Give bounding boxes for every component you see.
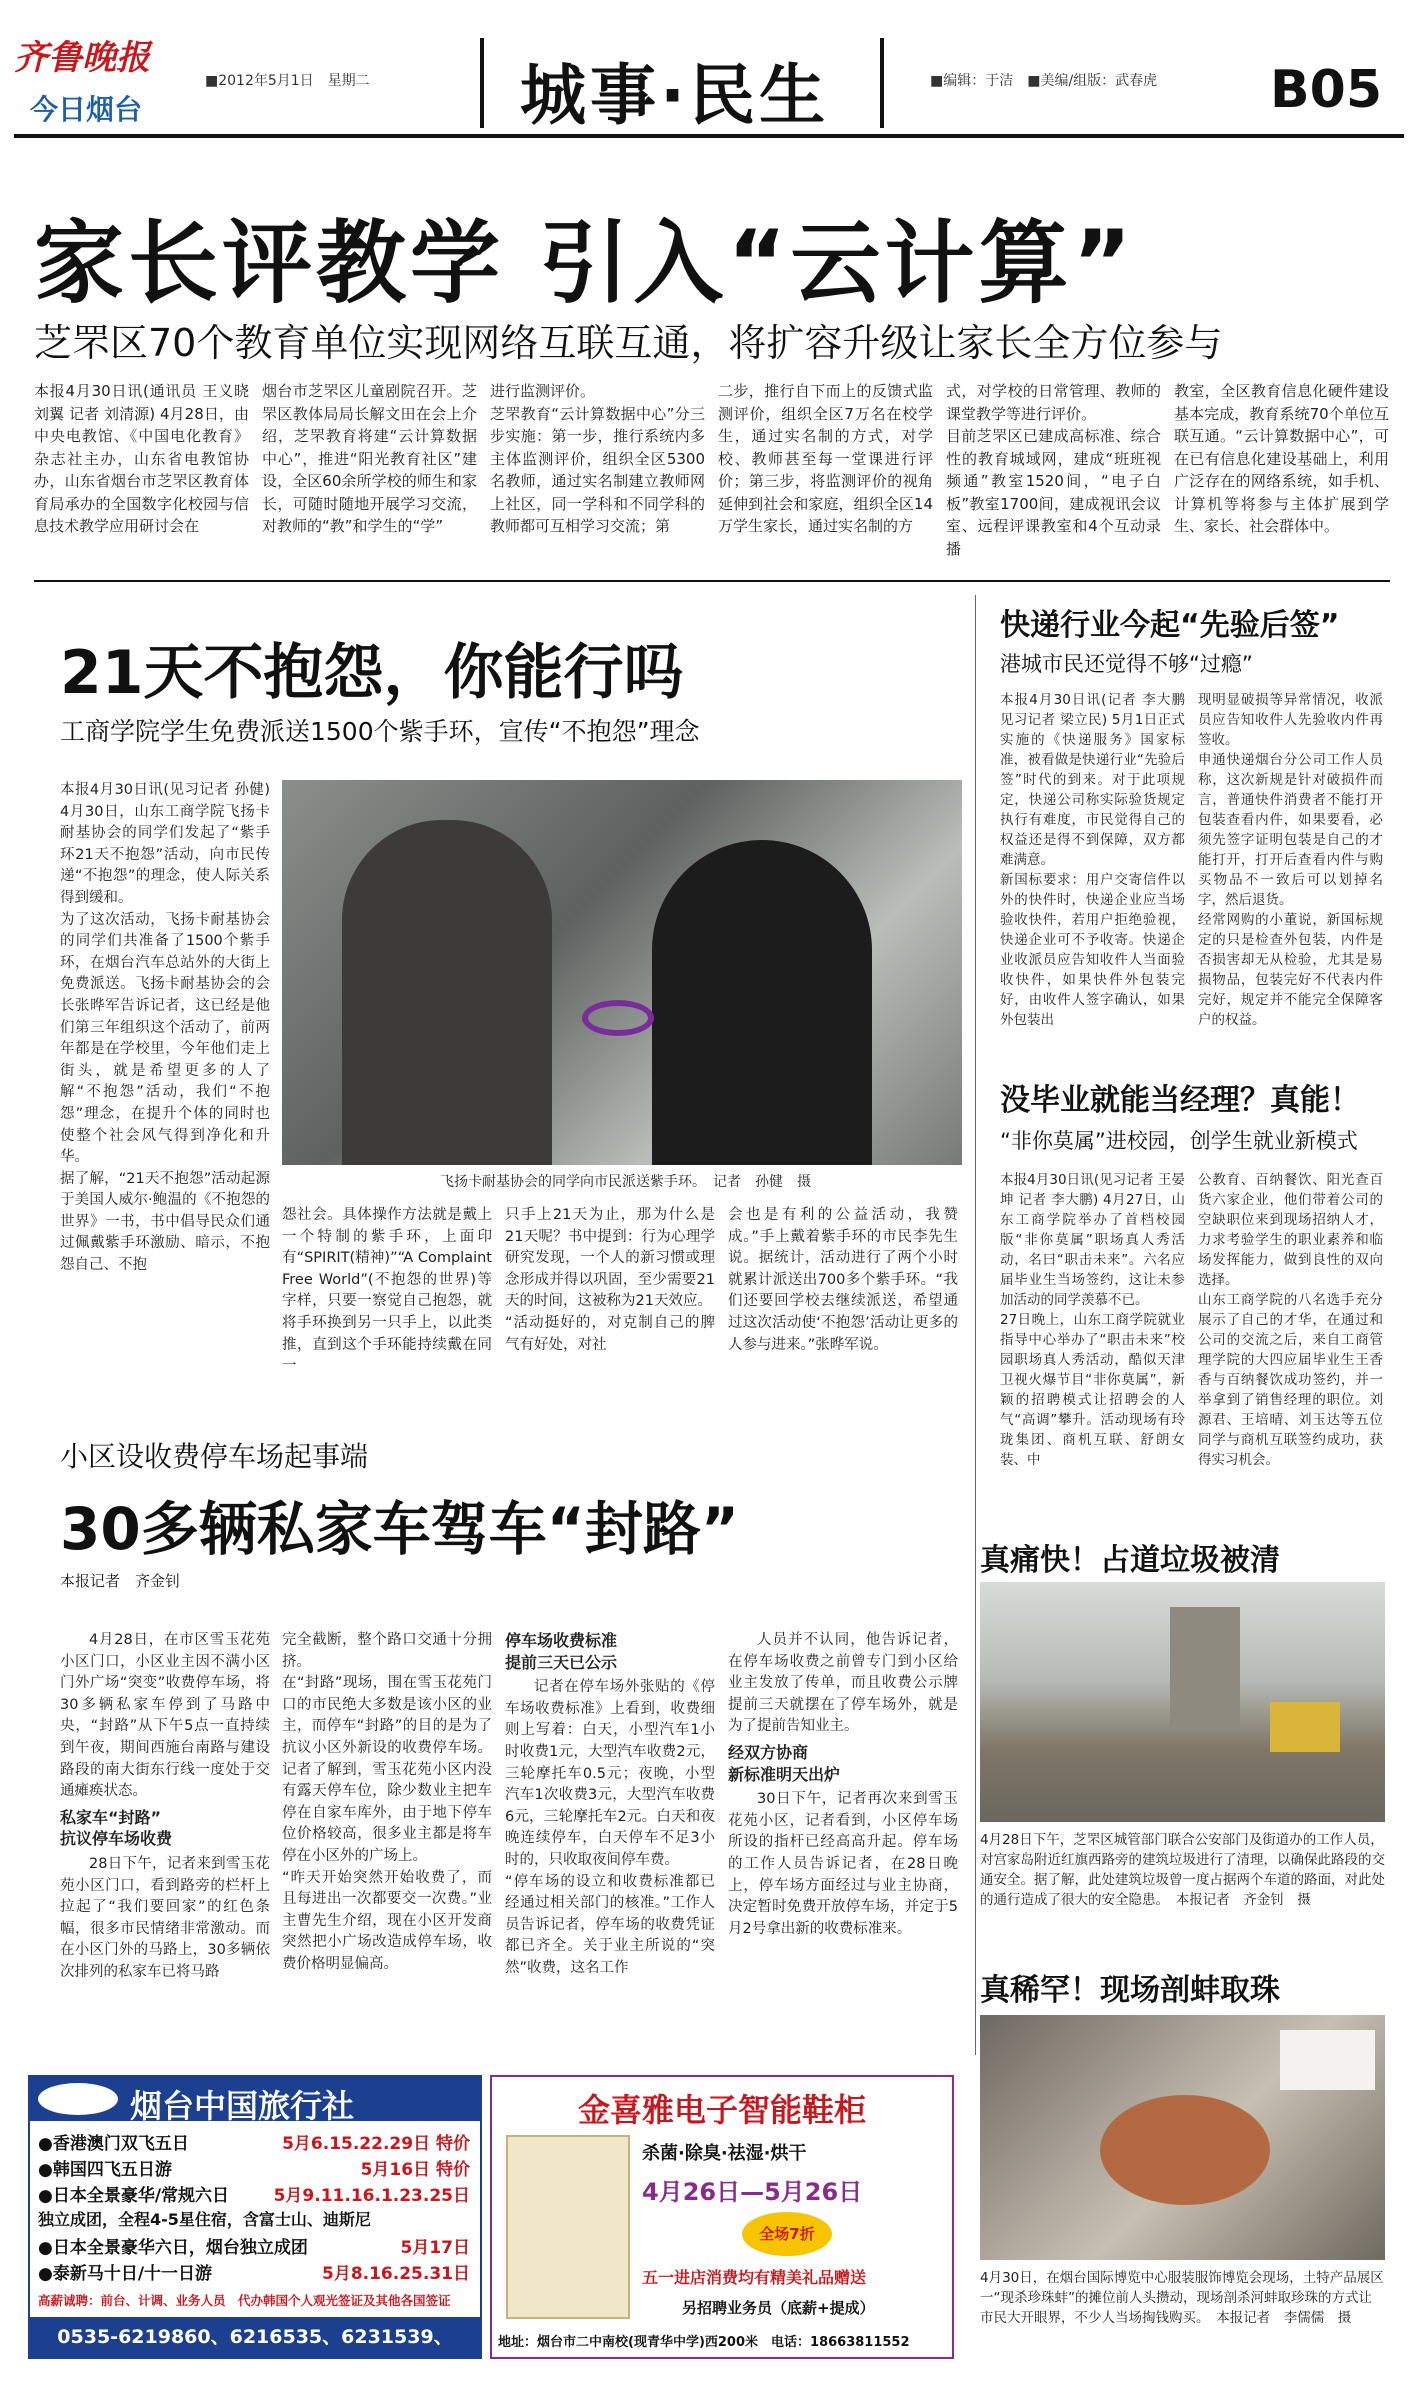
right2-column: 本报4月30日讯(见习记者 王晏坤 记者 李大鹏) 4月27日，山东工商学院举办了首档校园版“非你莫属”职场真人秀活动，名曰“职击未来”。六名应届毕业生当场签约，这让未参加活动的同学羡慕不已。 27日晚上，山东工商学院就业指导中心举办了“职击未来”校园职场真人秀活动，酷似天津卫视火爆节目“非你莫属”，新颖的招聘模式让招聘会的人气“高调”攀升。活动现场有玲珑集团、商机互联、舒朗女装、中 [1000, 1172, 1185, 1468]
parking-text: 28日下午，记者来到雪玉花苑小区门口，看到路旁的栏杆上拉起了“我们要回家”的红色条幅，很多市民情绪非常激动。而在小区门外的马路上，30多辆依次排列的私家车已将马路 [60, 1855, 270, 1980]
edition-tag: 今日烟台 [30, 93, 143, 126]
lead-column: 本报4月30日讯(通讯员 王义晓 刘翼 记者 刘清源) 4月28日，由中央电教馆、《中国电化教育》杂志社主办，山东省电教馆协办，山东省烟台市芝罘区教育体育局承办的全国数字化校园与信息技术教学应用研讨会在 [34, 382, 249, 535]
right2-column: 公教育、百纳餐饮、阳光查百货六家企业，他们带着公司的空缺职位来到现场招纳人才，力求考验学生的职业素养和临场发挥能力，做到良性的双向选择。 山东工商学院的八名选手充分展示了自己的才华，在通过和公司的交流之后，来自工商管理学院的大四应届毕业生王香香与百纳餐饮成功签约，并一举拿到了销售经理的职位。刘源君、王培晴、刘玉达等五位同学与商机互联签约成功，获得实习机会。 [1198, 1172, 1383, 1468]
travel-ad-footer: 高薪诚聘：前台、计调、业务人员 代办韩国个人观光签证及其他各国签证 [38, 2293, 451, 2308]
masthead-rule [14, 134, 1404, 138]
travel-row [38, 2259, 470, 2285]
parking-column: 完全截断，整个路口交通十分拥挤。 在“封路”现场，围在雪玉花苑门口的市民绝大多数是该小区的业主，而停车“封路”的目的是为了抗议小区外新设的收费停车场。记者了解到，雪玉花苑小区内没有露天停车位，除少数业主把车停在自家车库外，由于地下停车位价格较高，很多业主都是将车停在小区外的广场上。 “昨天开始突然开始收费了，而且每进出一次都要交一次费。”业主曹先生介绍，现在小区开发商突然把小广场改造成停车场，收费价格明显偏高。 [282, 1632, 492, 1972]
purple-bracelet-photo [282, 780, 962, 1165]
travel-row [38, 2129, 470, 2155]
right3-title: 真痛快！占道垃圾被清 [980, 1543, 1280, 1578]
story21-column: 本报4月30日讯(见习记者 孙健) 4月30日，山东工商学院飞扬卡耐基协会的同学们发起了“紫手环21天不抱怨”活动，向市民传递“不抱怨”的理念，使人际关系得到缓和。 为了这次活动，飞扬卡耐基协会的同学们共准备了1500个紫手环，在烟台汽车总站外的大街上免费派送。飞扬卡耐基协会的会长张晔军告诉记者，这已经是他们第三年组织这个活动了，前两年都是在学校里，今年他们走上街头，就是希望更多的人了解“不抱怨”活动，我们“不抱怨”理念，在提升个体的同时也使整个社会风气得到净化和升华。 据了解，“21天不抱怨”活动起源于美国人威尔·鲍温的《不抱怨的世界》一书，书中倡导民众们通过佩戴紫手环激励、暗示，不抱怨自己、不抱 [60, 782, 270, 1274]
lead-column: 进行监测评价。 芝罘教育“云计算数据中心”分三步实施：第一步，推行系统内多主体监测评价，组织全区5300名教师，通过实名制建立教师网上社区，同一学科和不同学科的教师都可互相学习交流；第 [490, 382, 705, 535]
building-shape [1170, 1607, 1240, 1727]
discount-badge: 全场7折 [742, 2212, 832, 2256]
parking-text: 4月28日，在市区雪玉花苑小区门口，小区业主因不满小区门外广场“突变”收费停车场，将30多辆私家车停到了马路中央，“封路”从下午5点一直持续到午夜，期间西施台南路与建设路段的南大街东行线一度处于交通瘫痪状态。 [60, 1632, 270, 1800]
travel-row-right: 5月8.16.25.31日 [321, 2264, 470, 2284]
story21-title: 21天不抱怨，你能行吗 [60, 638, 684, 708]
shoe-cabinet-ad [490, 2075, 954, 2359]
travel-row-right: 5月9.11.16.1.23.25日 [273, 2186, 470, 2206]
column-rule [975, 595, 976, 2055]
shoe-cabinet-image [506, 2135, 630, 2319]
purple-bracelet-icon [582, 1000, 654, 1036]
travel-row-right: 5月17日 [400, 2238, 470, 2258]
photo-caption: 飞扬卡耐基协会的同学向市民派送紫手环。 记者 孙健 摄 [440, 1174, 811, 1190]
divider [880, 38, 884, 128]
travel-ad [28, 2075, 482, 2388]
shoe-cabinet-name: 金喜雅电子智能鞋柜 [577, 2091, 866, 2129]
lead-title: 家长评教学 引入“云计算” [34, 211, 1136, 316]
section-title: 城事·民生 [520, 57, 830, 134]
right1-column: 现明显破损等异常情况，收派员应告知收件人先验收内件再签收。 申通快递烟台分公司工作人员称，这次新规是针对破损件而言，普通快件消费者不能打开包装查看内件，如果要看，必须先签字证明包装是自己的才能打开，打开后查看内件与购买物品不一致后可以划掉名字，然后退货。 经常网购的小董说，新国标规定的只是检查外包装，内件是否损害却无从检验，尤其是易损物品，包装完好不代表内件完好，规定并不能完全保障客户的权益。 [1198, 692, 1383, 1028]
basin-shape [1100, 2095, 1270, 2205]
right1-subtitle: 港城市民还觉得不够“过瘾” [1000, 652, 1253, 676]
excavator-shape [1270, 1702, 1340, 1752]
right1-column: 本报4月30日讯(记者 李大鹏 见习记者 梁立民) 5月1日正式实施的《快递服务》国家标准，被看做是快递行业“先验后签”时代的到来。对于此项规定，快递公司称实际验货规定执行有难度，市民觉得自己的权益还是得不到保障，双方都难满意。 新国标要求：用户交寄信件以外的快件时，快递企业应当场验收快件，若用户拒绝验视，快递企业可不予收寄。快递企业收派员应告知收件人当面验收快件，如果快件外包装完好，由收件人签字确认，如果外包装出 [1000, 692, 1185, 1028]
parking-kicker: 小区设收费停车场起事端 [60, 1440, 369, 1473]
lead-column: 教室，全区教育信息化硬件建设基本完成，教育系统70个单位互联互通。“云计算数据中心”，可在已有信息化建设基础上，利用广泛存在的网络系统，如手机、计算机等将参与主体扩展到学生、家长、社会群体中。 [1174, 382, 1389, 535]
travel-row [38, 2233, 470, 2259]
story21-subtitle: 工商学院学生免费派送1500个紫手环，宣传“不抱怨”理念 [60, 717, 700, 746]
page-number: B05 [1270, 60, 1382, 120]
shoe-cabinet-dates: 4月26日—5月26日 [642, 2178, 863, 2206]
right4-title: 真稀罕！现场剖蚌取珠 [980, 1973, 1280, 2008]
travel-row-right: 5月6.15.22.29日 特价 [282, 2134, 470, 2154]
section-rule [34, 580, 1390, 582]
travel-ad-phones: 0535-6219860、6216535、6231539、6211129 [30, 2317, 480, 2357]
photo-caption: 4月30日，在烟台国际博览中心服装服饰博览会现场，土特产品展区一“现杀珍珠蚌”的摊位前人头攒动，现场剖杀河蚌取珍珠的方式让市民大开眼界，不少人当场掏钱购买。 本报记者 李儒儒 摄 [980, 2270, 1384, 2326]
person-figure [652, 840, 872, 1165]
masthead [0, 0, 1417, 140]
globe-icon [38, 2083, 118, 2115]
right1-title: 快递行业今起“先验后签” [1000, 608, 1340, 643]
garbage-clearing-photo [980, 1582, 1385, 1822]
sign-shape [1280, 2030, 1375, 2090]
shoe-cabinet-hire: 另招聘业务员（底薪+提成） [682, 2299, 875, 2317]
story21-column: 会也是有利的公益活动，我赞成。”手上戴着紫手环的市民李先生说。据统计，活动进行了两个小时就累计派送出700多个紫手环。“我们还要回学校去继续派送，希望通过这次活动使‘不抱怨’活动让更多的人参与进来。”张晔军说。 [728, 1207, 958, 1353]
parking-subhead: 私家车“封路” 抗议停车场收费 [60, 1807, 173, 1849]
right2-title: 没毕业就能当经理？真能！ [1000, 1083, 1360, 1118]
travel-row-left: ●香港澳门双飞五日 [38, 2134, 189, 2154]
lead-column: 二步，推行自下而上的反馈式监测评价，组织全区7万名在校学生，通过实名制的方式，对学校、教师甚至每一堂课进行评价；第三步，将监测评价的视角延伸到社会和家庭，组织全区14万学生家长，通过实名制的方 [718, 382, 933, 535]
travel-row-left: ●日本全景豪华/常规六日 [38, 2186, 230, 2206]
parking-subhead: 经双方协商 新标准明天出炉 [728, 1742, 841, 1784]
travel-row [38, 2155, 470, 2181]
parking-column [728, 1630, 958, 2050]
shoe-cabinet-address: 地址：烟台市二中南校(现青华中学)西200米 电话：18663811552 [498, 2335, 910, 2350]
parking-subhead: 停车场收费标准 提前三天已公示 [505, 1631, 618, 1672]
travel-row-left: ●泰新马十日/十一日游 [38, 2264, 213, 2284]
parking-text: 人员并不认同，他告诉记者，在停车场收费之前曾专门到小区给业主发放了传单，而且收费公示牌提前三天就摆在了停车场外，就是为了提前告知业主。 [728, 1632, 958, 1735]
parking-title: 30多辆私家车驾车“封路” [60, 1495, 739, 1563]
paper-logo: 齐鲁晚报 [14, 38, 150, 78]
pearl-mussel-photo [980, 2015, 1385, 2260]
parking-text: 记者在停车场外张贴的《停车场收费标准》上看到，收费细则上写着：白天，小型汽车1小时收费1元，大型汽车收费2元，三轮摩托车0.5元；夜晚，小型汽车1次收费3元，大型汽车收费6元，三轮摩托车2元。白天和夜晚连续停车，白天停车不足3小时的，只收取夜间停车费。 “停车场的设立和收费标准都已经通过相关部门的核准。”工作人员告诉记者，停车场的收费凭证都已齐全。关于业主所说的“突然”收费，这名工作 [505, 1679, 715, 1976]
travel-row-left: ●日本全景豪华六日，烟台独立成团 [38, 2238, 308, 2258]
parking-text: 30日下午，记者再次来到雪玉花苑小区，记者看到，小区停车场所设的指杆已经高高升起。停车场的工作人员告诉记者，在28日晚上，停车场方面经过与业主协商，决定暂时免费开放停车场，并定于5月2号拿出新的收费标准来。 [728, 1791, 958, 1937]
right2-subtitle: “非你莫属”进校园，创学生就业新模式 [1000, 1129, 1358, 1153]
story21-column: 只手上21天为止，那为什么是21天呢？书中提到：行为心理学研究发现，一个人的新习惯或理念形成并得以巩固，至少需要21天的时间，这被称为21天效应。 “活动挺好的，对克制自己的脾气有好处，对社 [505, 1207, 715, 1353]
travel-row [38, 2181, 470, 2207]
shoe-cabinet-promo: 五一进店消费均有精美礼品赠送 [642, 2268, 867, 2287]
parking-column [505, 1630, 715, 2050]
travel-row [38, 2207, 470, 2233]
person-figure [342, 820, 552, 1165]
travel-row-left: 独立成团，全程4-5星住宿，含富士山、迪斯尼 [38, 2210, 371, 2229]
lead-column: 式，对学校的日常管理、教师的课堂教学等进行评价。 目前芝罘区已建成高标准、综合性的教育城域网，建成“班班视频通”教室1520间，“电子白板”教室1700间，建成视讯会议室、远程评课教室和4个互动录播 [946, 382, 1161, 558]
parking-column [60, 1630, 270, 2050]
issue-date: ■2012年5月1日 星期二 [205, 73, 370, 89]
lead-subtitle: 芝罘区70个教育单位实现网络互联互通，将扩容升级让家长全方位参与 [34, 321, 1223, 365]
divider [480, 38, 484, 128]
travel-ad-name: 烟台中国旅行社 [130, 2087, 355, 2125]
story21-column: 怨社会。具体操作方法就是戴上一个特制的紫手环，上面印有“SPIRIT(精神)”“A Complaint Free World”(不抱怨的世界)等字样，只要一察觉自己抱怨，就将手环换到另一只手上，以此类推，直到这个手环能持续戴在同一 [282, 1207, 492, 1375]
travel-row-left: ●韩国四飞五日游 [38, 2160, 172, 2180]
travel-row-right: 5月16日 特价 [360, 2160, 470, 2180]
photo-caption: 4月28日下午，芝罘区城管部门联合公安部门及街道办的工作人员，对宫家岛附近红旗西路旁的建筑垃圾进行了清理，以确保此路段的交通安全。据了解，此处建筑垃圾曾一度占据两个车道的路面，对此处的通行造成了很大的安全隐患。 本报记者 齐金钊 摄 [980, 1832, 1385, 1908]
lead-column: 烟台市芝罘区儿童剧院召开。芝罘区教体局局长解文田在会上介绍，芝罘教育将建“云计算数据中心”，推进“阳光教育社区”建设，全区60余所学校的师生和家长，可随时随地开展学习交流，对教师的“教”和学生的“学” [262, 382, 477, 535]
editors: ■编辑：于洁 ■美编/组版：武春虎 [930, 73, 1158, 89]
shoe-cabinet-features: 杀菌·除臭·祛湿·烘干 [642, 2143, 807, 2164]
parking-byline: 本报记者 齐金钊 [60, 1572, 181, 1590]
travel-ad-header [30, 2077, 480, 2125]
